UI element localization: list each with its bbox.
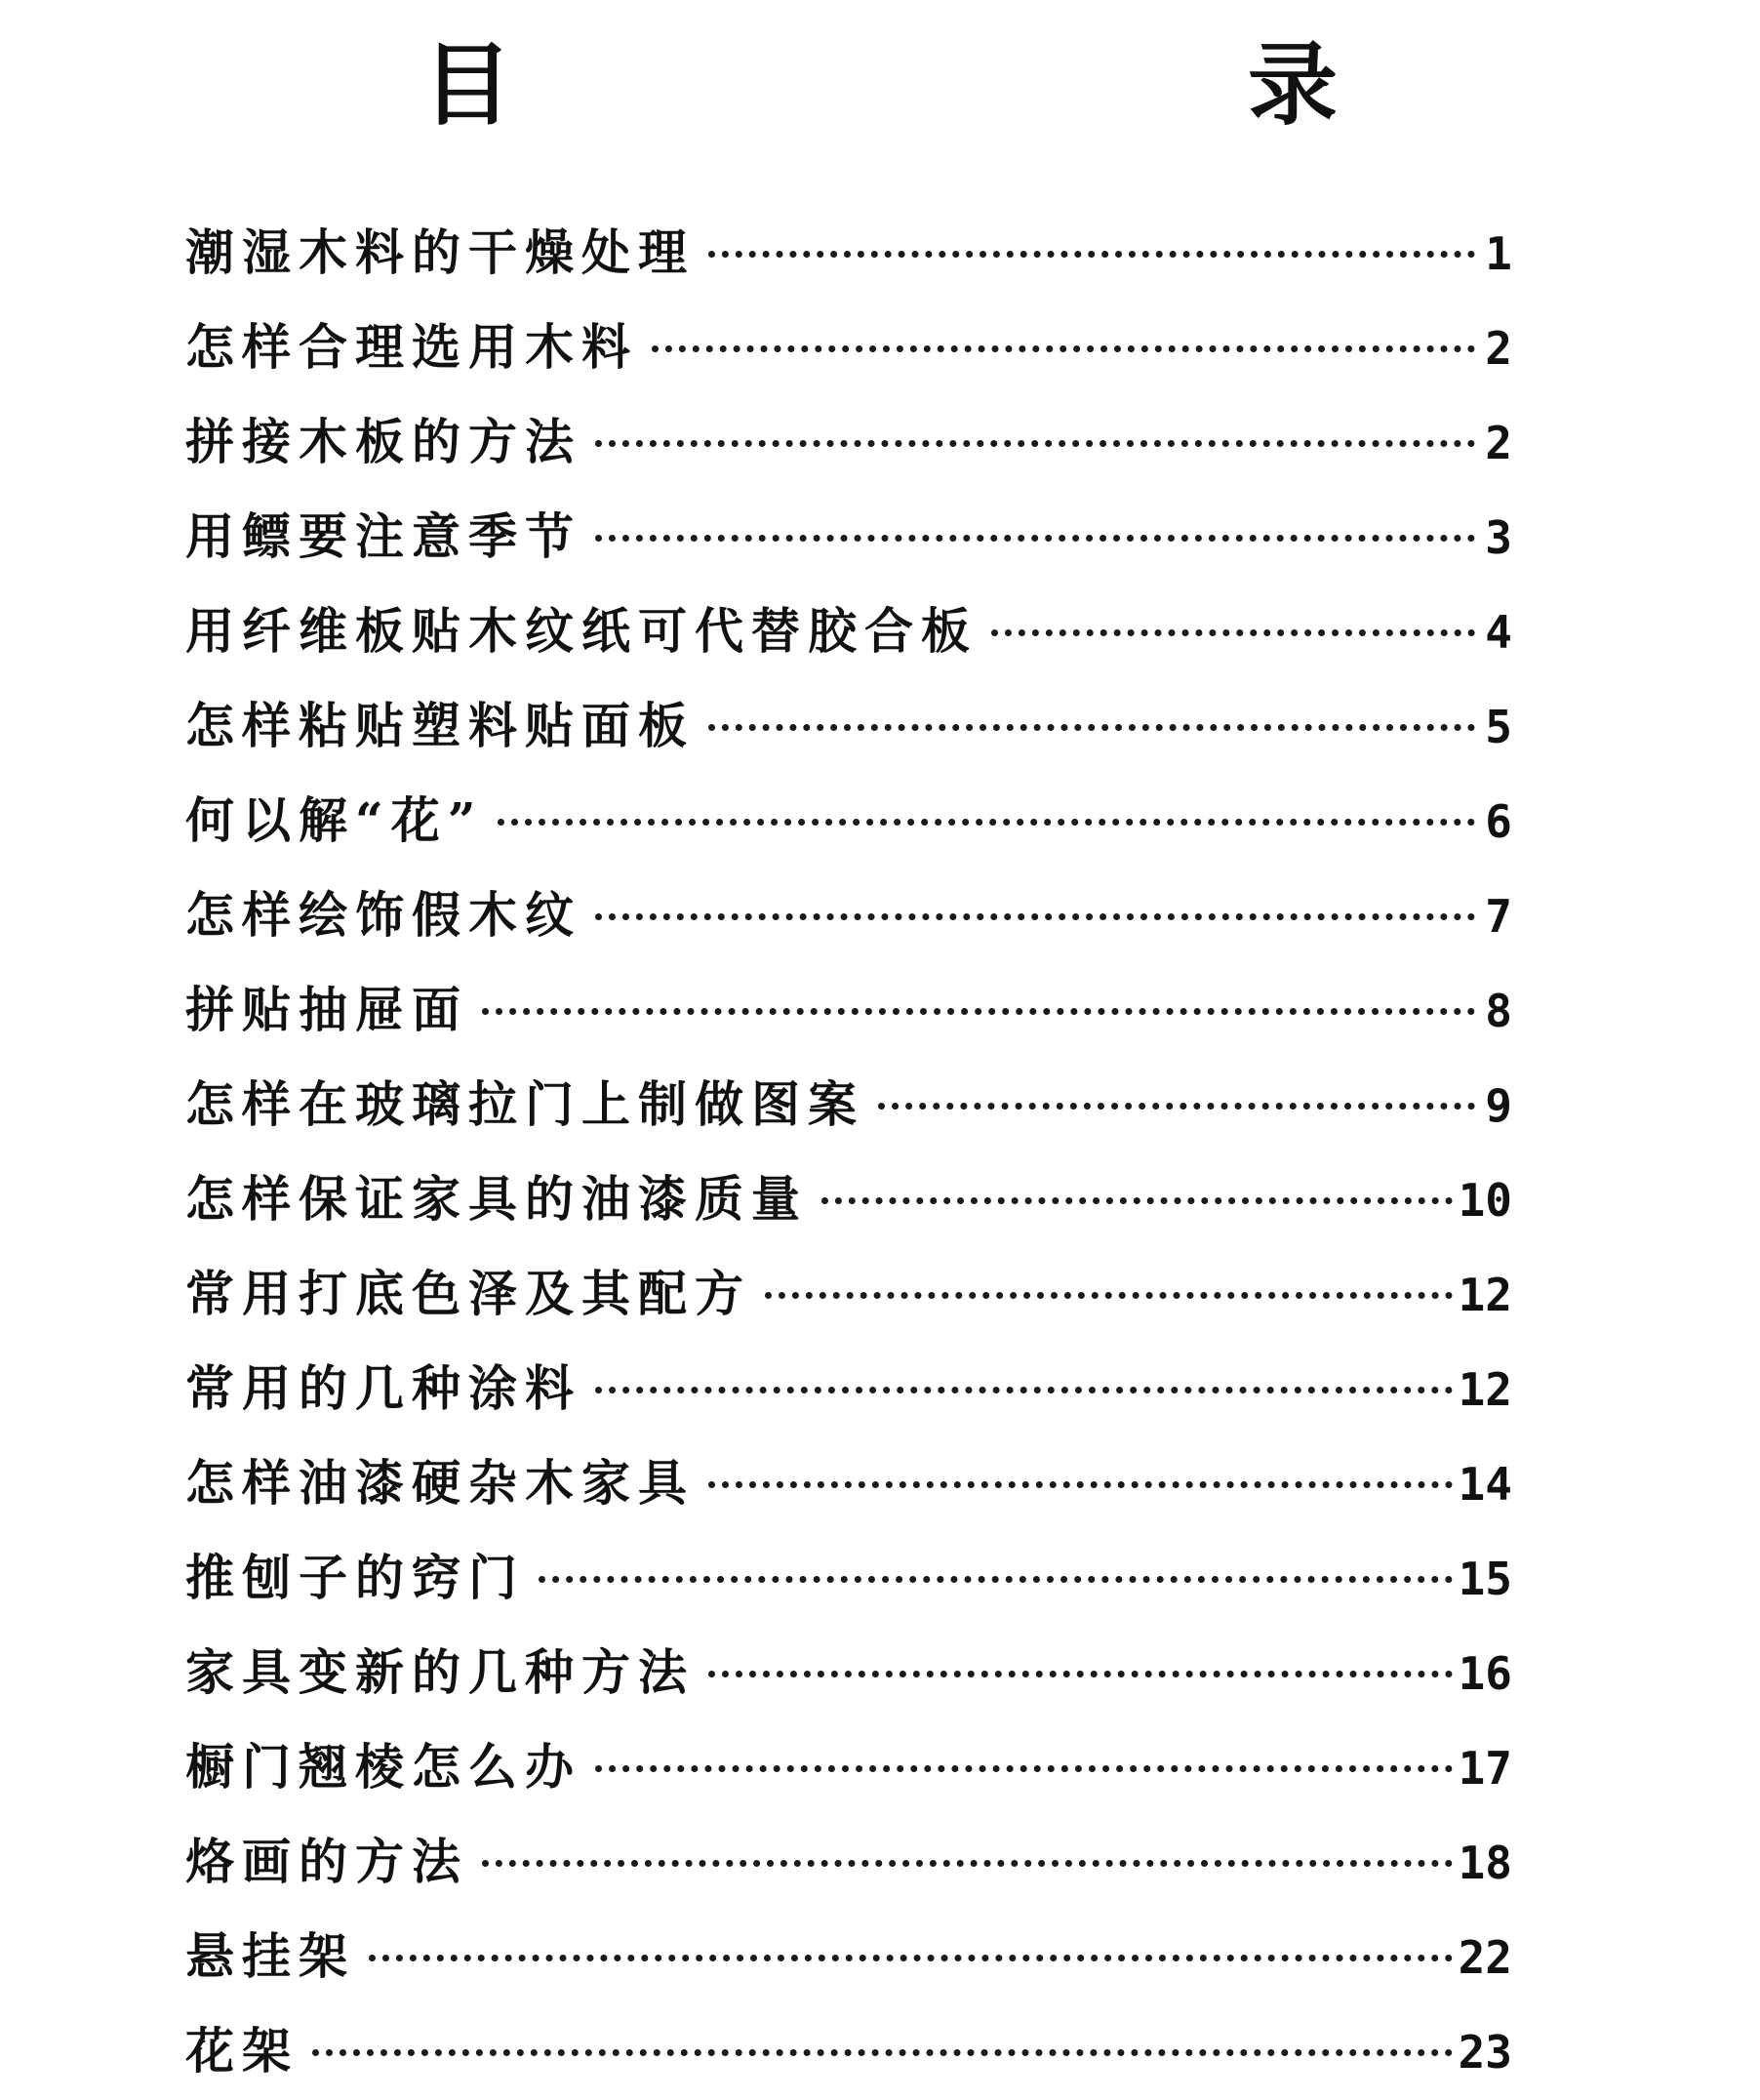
toc-entry-page: 1 <box>1485 227 1512 280</box>
dot-leader <box>539 1576 1453 1583</box>
toc-entry-title: 拼接木板的方法 <box>185 413 581 470</box>
toc-entry-page: 2 <box>1485 417 1512 469</box>
toc-entry-title: 常用的几种涂料 <box>185 1359 581 1417</box>
toc-entry-page: 2 <box>1485 322 1512 375</box>
toc-entry <box>185 1814 1512 1909</box>
toc-entry <box>185 1151 1512 1246</box>
toc-entry-title: 怎样保证家具的油漆质量 <box>185 1170 808 1228</box>
toc-entry <box>185 868 1512 962</box>
dot-leader <box>708 1481 1453 1488</box>
toc-entry <box>185 2003 1512 2098</box>
toc-entry-page: 12 <box>1458 1269 1512 1321</box>
toc-entry-title: 怎样粘贴塑料贴面板 <box>185 697 695 754</box>
toc-entry-title: 怎样合理选用木料 <box>185 318 638 376</box>
toc-entry <box>185 1057 1512 1151</box>
dot-leader <box>595 440 1475 447</box>
toc-entry-title: 橱门翘棱怎么办 <box>185 1738 581 1796</box>
dot-leader <box>595 913 1475 920</box>
toc-entry-title: 推刨子的窍门 <box>185 1549 525 1606</box>
dot-leader <box>708 1671 1453 1677</box>
toc-entry-page: 14 <box>1458 1458 1512 1511</box>
toc-entry-title: 何以解“花” <box>185 791 484 849</box>
toc-entry <box>185 1246 1512 1341</box>
page-title: 目 录 <box>422 33 1523 138</box>
toc-entry <box>185 1341 1512 1435</box>
dot-leader <box>708 251 1475 258</box>
toc-entry-page: 5 <box>1485 701 1512 753</box>
toc-entry <box>185 205 1512 300</box>
toc-entry <box>185 584 1512 678</box>
toc-entry-page: 6 <box>1485 795 1512 848</box>
toc-entry <box>185 1530 1512 1625</box>
toc-entry-title: 用鳔要注意季节 <box>185 507 581 565</box>
toc-entry-page: 12 <box>1458 1363 1512 1416</box>
dot-leader <box>482 1008 1475 1015</box>
toc-entry-title: 怎样油漆硬杂木家具 <box>185 1454 695 1512</box>
toc-entry-page: 15 <box>1458 1553 1512 1605</box>
toc-entry <box>185 678 1512 773</box>
dot-leader <box>765 1292 1453 1299</box>
toc-entry-page: 8 <box>1485 985 1512 1037</box>
dot-leader <box>498 819 1475 826</box>
dot-leader <box>312 2049 1453 2056</box>
toc-entry <box>185 394 1512 489</box>
dot-leader <box>708 724 1475 731</box>
toc-entry-title: 悬挂架 <box>185 1927 355 1985</box>
toc-entry <box>185 1435 1512 1530</box>
toc-entry-page: 4 <box>1485 606 1512 659</box>
toc-entry-title: 潮湿木料的干燥处理 <box>185 223 695 281</box>
dot-leader <box>652 345 1475 352</box>
toc-entry-page: 16 <box>1458 1647 1512 1700</box>
toc-entry-page: 18 <box>1458 1837 1512 1889</box>
toc-entry-title: 怎样在玻璃拉门上制做图案 <box>185 1075 864 1133</box>
toc-entry <box>185 1719 1512 1814</box>
table-of-contents <box>185 205 1512 2098</box>
toc-entry-title: 用纤维板贴木纹纸可代替胶合板 <box>185 602 978 660</box>
toc-entry-page: 9 <box>1485 1079 1512 1132</box>
toc-entry-page: 10 <box>1458 1174 1512 1227</box>
toc-entry <box>185 1625 1512 1719</box>
dot-leader <box>595 1387 1453 1393</box>
toc-entry-title: 怎样绘饰假木纹 <box>185 886 581 944</box>
toc-entry-page: 7 <box>1485 890 1512 943</box>
dot-leader <box>595 1765 1453 1772</box>
toc-entry-title: 花架 <box>185 2022 299 2080</box>
toc-entry-page: 23 <box>1458 2026 1512 2079</box>
toc-entry-page: 22 <box>1458 1931 1512 1984</box>
toc-entry-page: 3 <box>1485 511 1512 564</box>
toc-entry <box>185 300 1512 394</box>
dot-leader <box>878 1103 1475 1110</box>
dot-leader <box>595 535 1475 542</box>
toc-entry-title: 拼贴抽屉面 <box>185 981 468 1038</box>
dot-leader <box>369 1955 1453 1961</box>
toc-entry <box>185 1909 1512 2003</box>
toc-entry <box>185 773 1512 868</box>
dot-leader <box>482 1860 1453 1867</box>
toc-entry-page: 17 <box>1458 1742 1512 1795</box>
dot-leader <box>821 1197 1453 1204</box>
toc-entry-title: 常用打底色泽及其配方 <box>185 1265 751 1322</box>
dot-leader <box>991 629 1475 636</box>
toc-entry <box>185 489 1512 584</box>
toc-entry-title: 家具变新的几种方法 <box>185 1643 695 1701</box>
toc-entry <box>185 962 1512 1057</box>
toc-entry-title: 烙画的方法 <box>185 1833 468 1890</box>
